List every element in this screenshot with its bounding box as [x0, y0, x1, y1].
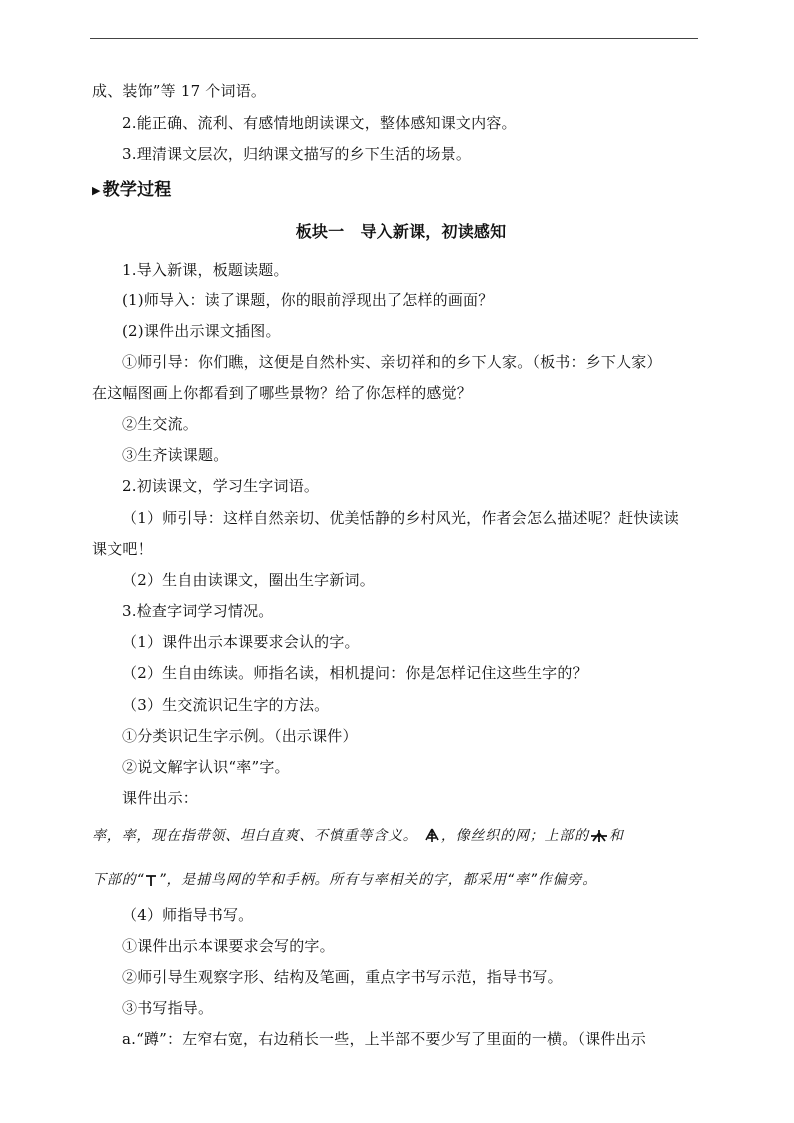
courseware-text: ，像丝织的网；上部的 — [440, 828, 589, 844]
objective-2: 2.能正确、流利、有感情地朗读课文，整体感知课文内容。 — [122, 114, 517, 132]
objective-3: 3.理清课文层次，归纳课文描写的乡下生活的场景。 — [122, 145, 472, 163]
text-line: （2）生自由读课文，圈出生字新词。 — [122, 571, 375, 589]
text-line: ①分类识记生字示例。（出示课件） — [122, 727, 358, 745]
section-heading-text: 教学过程 — [102, 180, 172, 200]
courseware-text: 率，率，现在指带领、坦白直爽、不慎重等含义。 — [92, 828, 418, 844]
text-line: 成、装饰”等 17 个词语。 — [92, 82, 267, 100]
ancient-net-glyph — [423, 828, 441, 844]
text-line: 课文吧！ — [92, 540, 153, 558]
courseware-text: ”，是捕鸟网的竿和手柄。所有与率相关的字，都采用“率”作偏旁。 — [158, 872, 598, 888]
text-line: ②说文解字认识“率”字。 — [122, 758, 290, 776]
text-line: (2)课件出示课文插图。 — [122, 322, 281, 340]
text-line: ①师引导：你们瞧，这便是自然朴实、亲切祥和的乡下人家。（板书：乡下人家） — [122, 353, 662, 371]
step-3: 3.检查字词学习情况。 — [122, 602, 274, 620]
text-line: ②生交流。 — [122, 415, 199, 433]
text-line: ③生齐读课题。 — [122, 446, 229, 464]
text-line: ①课件出示本课要求会写的字。 — [122, 937, 335, 955]
text-line: （1）师引导：这样自然亲切、优美恬静的乡村风光，作者会怎么描述呢？赶快读读 — [122, 509, 679, 527]
step-2: 2.初读课文，学习生字词语。 — [122, 477, 320, 495]
text-line: 课件出示： — [122, 789, 199, 807]
step-1: 1.导入新课，板题读题。 — [122, 261, 289, 279]
text-line: ②师引导生观察字形、结构及笔画，重点字书写示范，指导书写。 — [122, 968, 563, 986]
header-rule — [90, 38, 698, 39]
ancient-pole-glyph — [144, 873, 158, 887]
triangle-right-icon: ▶ — [92, 184, 101, 197]
text-line: （3）生交流识记生字的方法。 — [122, 696, 330, 714]
text-line: (1)师导入：读了课题，你的眼前浮现出了怎样的画面？ — [122, 291, 494, 309]
block-title: 板块一 导入新课，初读感知 — [295, 222, 507, 241]
section-heading — [92, 180, 704, 202]
courseware-text-2 — [92, 870, 704, 890]
text-line: a.“蹲”：左窄右宽，右边稍长一些，上半部不要少写了里面的一横。（课件出示 — [122, 1030, 646, 1048]
text-line: （4）师指导书写。 — [122, 906, 254, 924]
text-line: 在这幅图画上你都看到了哪些景物？给了你怎样的感觉？ — [92, 384, 473, 402]
courseware-text: 和 — [608, 828, 624, 844]
text-line: ③书写指导。 — [122, 999, 214, 1017]
courseware-text-1 — [92, 826, 704, 846]
text-line: （1）课件出示本课要求会认的字。 — [122, 633, 360, 651]
ancient-top-glyph — [589, 829, 609, 843]
text-line: （2）生自由练读。师指名读，相机提问：你是怎样记住这些生字的？ — [122, 664, 588, 682]
courseware-text: 下部的“ — [92, 872, 145, 888]
